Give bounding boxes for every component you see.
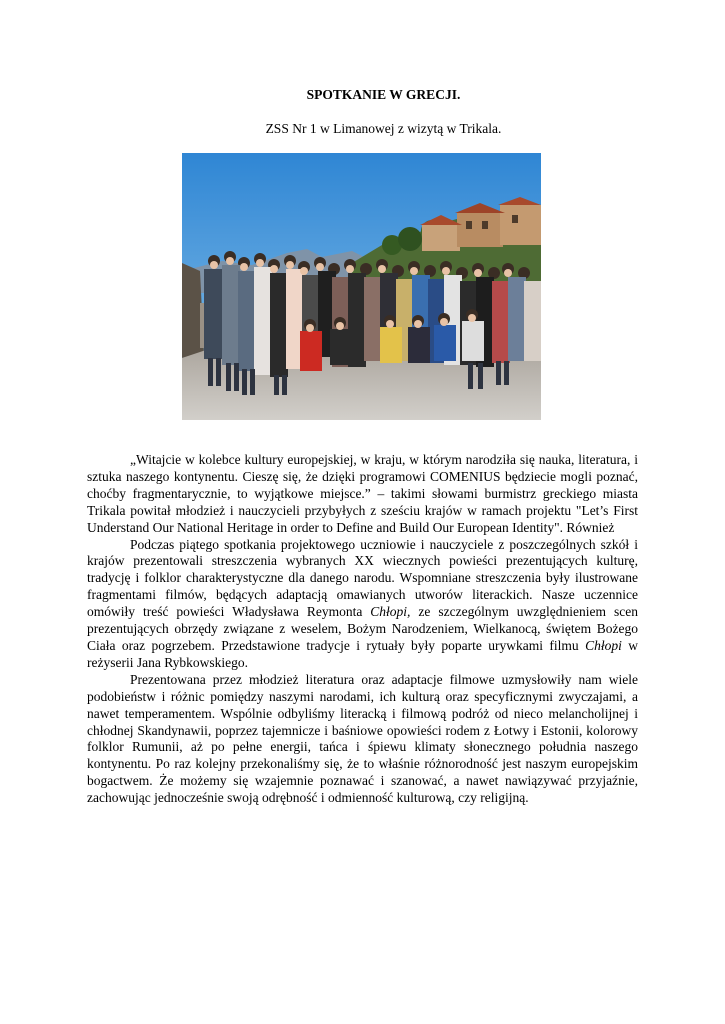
paragraph-1: „Witajcie w kolebce kultury europejskiej, w kraju, w którym narodziła się nauka, literatura, i sztuka naszego kontynentu. Cieszę się, że dzięki programowi COMENIUS będziecie mogli poznać, choćby fragmentarycznie, to wyjątkowe miejsce.” – takimi słowami burmistrz greckiego miasta Trikala powitał młodzież i nauczycieli przybyłych z sześciu krajów w ramach projektu "Let’s First Understand Our National Heritage in order to Define and Build Our European Identity". Również: [87, 452, 638, 535]
paragraph-2-part-2: ze szczególnym uwzględnieniem scen prezentujących obrzędy związane z weselem, Bożym Narodzeniem, Wielkanocą, świętem Bożego Ciała oraz pogrzebem. Przedstawione tradycje i rytuały były poparte urywkami filmu: [87, 604, 638, 653]
paragraph-3: Prezentowana przez młodzież literatura oraz adaptacje filmowe uzmysłowiły nam wiele podobieństw i różnic pomiędzy naszymi narodami, ich kulturą oraz specyficznymi zwyczajami, a nawet temperamentem. Wspólnie odbyliśmy literacką i filmową podróż od nieco melancholijnej i chłodnej Skandynawii, poprzez tajemnicze i baśniowe opowieści rodem z Łotwy i Estonii, kolorowy folklor Rumunii, aż po pełne energii, tańca i śpiewu klimaty słonecznego południa naszego kontynentu. Po raz kolejny przekonaliśmy się, że to właśnie różnorodność jest naszym europejskim bogactwem. Że możemy się wzajemnie poznawać i szanować, a nawet nawiązywać przyjaźnie, zachowując jednocześnie swoją odrębność i odmienność kulturową, czy religijną.: [87, 671, 638, 806]
article-body: [87, 452, 638, 807]
film-title-chlopi: Chłopi: [585, 637, 622, 653]
book-title-chlopi: Chłopi,: [370, 604, 411, 620]
page-subtitle: ZSS Nr 1 w Limanowej z wizytą w Trikala.: [265, 121, 502, 136]
paragraph-2-part-3: w reżyserii Jana Rybkowskiego.: [87, 637, 638, 670]
paragraph-2: [87, 537, 638, 672]
group-photo-image: [182, 153, 541, 420]
group-photo: [182, 153, 541, 420]
page-title: SPOTKANIE W GRECJI.: [306, 87, 461, 102]
paragraph-2-part-1: Podczas piątego spotkania projektowego uczniowie i nauczyciele z poszczególnych szkół i krajów prezentowali streszczenia wybranych XX wiecznych powieści prezentujących kulturę, tradycję i folklor charakterystyczne dla danego narodu. Wspomniane streszczenia były ilustrowane fragmentami filmów, będących adaptacją omawianych utworów literackich. Nasze uczennice omówiły treść powieści Władysława Reymonta: [87, 536, 638, 620]
